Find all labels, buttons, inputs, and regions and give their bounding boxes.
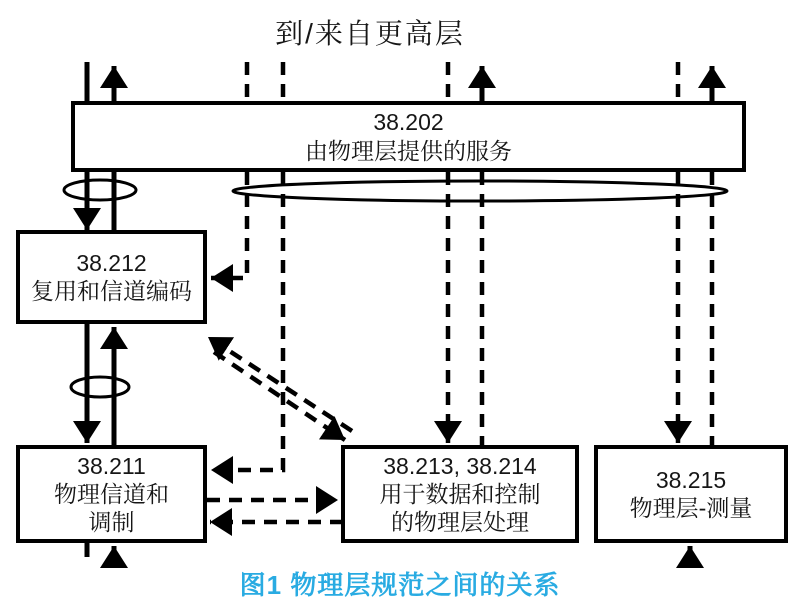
box-38-202-number: 38.202 [373, 109, 444, 136]
box-38-202-title: 由物理层提供的服务 [305, 137, 512, 164]
diagonal-arrow-to-38-213 [214, 352, 345, 440]
sap-ellipse-lower-left [71, 377, 129, 397]
box-38-202 [71, 101, 746, 172]
box-38-213-214-number: 38.213, 38.214 [383, 452, 537, 479]
box-38-211 [16, 445, 207, 543]
box-38-215 [594, 445, 788, 543]
diagonal-arrow-to-38-212 [208, 337, 352, 431]
higher-layers-label: 到/来自更高层 [275, 18, 465, 49]
box-38-212-title: 复用和信道编码 [31, 278, 192, 304]
box-38-213-214-title-line1: 用于数据和控制 [379, 480, 541, 507]
box-38-215-number: 38.215 [655, 466, 727, 493]
box-38-212-number: 38.212 [76, 249, 147, 276]
box-38-213-214 [341, 445, 579, 543]
box-38-213-214-title-line2: 的物理层处理 [391, 509, 529, 536]
sap-ellipse-wide [233, 181, 727, 201]
sap-ellipse-upper-left [64, 180, 136, 200]
box-38-211-title-line2: 调制 [88, 509, 135, 536]
box-38-211-title-line1: 物理信道和 [54, 480, 169, 507]
box-38-212 [16, 230, 207, 324]
box-38-211-number: 38.211 [77, 452, 146, 479]
box-38-215-title: 物理层-测量 [629, 495, 753, 521]
figure-caption: 图1 物理层规范之间的关系 [239, 570, 561, 600]
